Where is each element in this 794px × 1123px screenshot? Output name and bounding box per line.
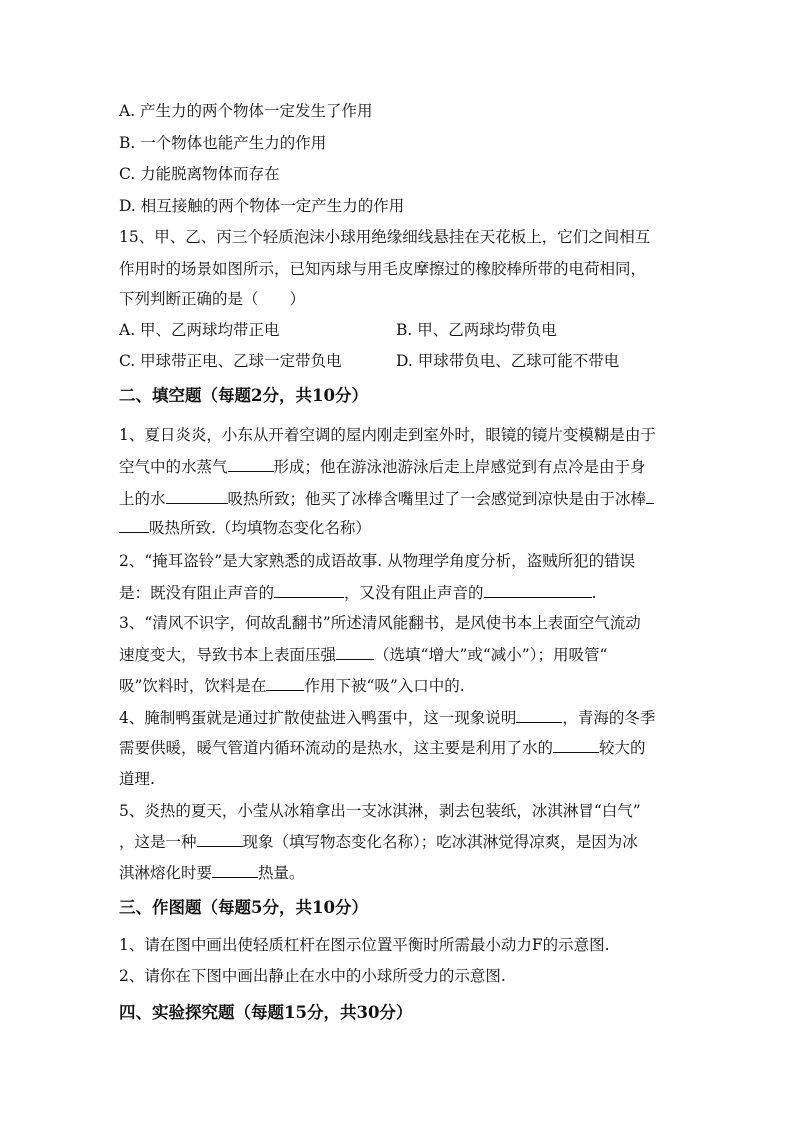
- s2-q1-line4: [119, 518, 371, 538]
- answer-blank: [212, 863, 258, 878]
- s2-q2-text: .: [591, 584, 597, 602]
- answer-blank: [228, 457, 274, 472]
- s2-q2-text: 是：既没有阻止声音的: [119, 584, 275, 602]
- s2-q1-line2: [119, 457, 646, 477]
- answer-blank: [266, 676, 304, 691]
- s2-q3-line3: [119, 676, 465, 696]
- s2-q1-text: 吸热所致；他买了冰棒含嘴里过了一会感觉到凉快是由于冰棒: [227, 490, 647, 508]
- s2-q3-line2: [119, 645, 607, 665]
- s2-q1-text: 空气中的水蒸气: [119, 458, 228, 476]
- s2-q4-text: 4、腌制鸭蛋就是通过扩散使盐进入鸭蛋中，这一现象说明: [119, 709, 517, 727]
- answer-blank: [336, 645, 374, 660]
- s2-q1-text: 吸热所致.（均填物态变化名称）: [149, 519, 371, 537]
- s2-q1-text: 上的水: [119, 490, 166, 508]
- answer-blank: [166, 489, 228, 504]
- s2-q4-line3: 道理.: [119, 770, 155, 788]
- q14-option-c: C. 力能脱离物体而存在: [119, 165, 280, 183]
- q14-option-b: B. 一个物体也能产生力的作用: [119, 134, 327, 152]
- s2-q3-text: 速度变大，导致书本上表面压强: [119, 646, 337, 664]
- s2-q4-line2: [119, 738, 646, 758]
- section2-title: 二、填空题（每题2分，共10分）: [119, 386, 368, 405]
- s3-q2: 2、请你在下图中画出静止在水中的小球所受力的示意图.: [119, 967, 506, 985]
- answer-blank: [119, 518, 149, 533]
- s2-q4-text: 较大的: [599, 739, 646, 757]
- s2-q4-text: ，青海的冬季: [562, 709, 656, 727]
- answer-blank: [484, 583, 592, 598]
- q15-stem-line3: 下列判断正确的是（ ）: [119, 290, 306, 308]
- q14-option-d: D. 相互接触的两个物体一定产生力的作用: [119, 197, 405, 215]
- q15-option-a: A. 甲、乙两球均带正电: [119, 321, 280, 339]
- s2-q5-text: ，这是一种: [119, 833, 197, 851]
- s2-q5-line3: [119, 863, 305, 883]
- q15-option-b: B. 甲、乙两球均带负电: [396, 321, 557, 339]
- s2-q4-text: 需要供暖，暖气管道内循环流动的是热水，这主要是利用了水的: [119, 739, 554, 757]
- q15-stem-line1: 15、甲、乙、丙三个轻质泡沫小球用绝缘细线悬挂在天花板上，它们之间相互: [119, 228, 651, 246]
- s2-q3-line1: 3、“清风不识字，何故乱翻书”所述清风能翻书，是风使书本上表面空气流动: [119, 614, 641, 632]
- section3-title: 三、作图题（每题5分，共10分）: [119, 898, 368, 917]
- answer-blank: [274, 583, 344, 598]
- s2-q5-text: 热量。: [258, 864, 305, 882]
- s2-q1-text: 形成；他在游泳池游泳后走上岸感觉到有点冷是由于身: [273, 458, 646, 476]
- s2-q3-text: （选填“增大”或“减小”）；用吸管“: [374, 646, 608, 664]
- q15-stem-line2: 作用时的场景如图所示，已知丙球与用毛皮摩擦过的橡胶棒所带的电荷相同，: [119, 260, 647, 278]
- answer-blank: [197, 832, 243, 847]
- q14-option-a: A. 产生力的两个物体一定发生了作用: [119, 102, 373, 120]
- s2-q2-line2: [119, 583, 596, 603]
- s2-q3-text: 作用下被“吸”入口中的.: [304, 677, 465, 695]
- answer-blank: [646, 489, 654, 504]
- s2-q5-line1: 5、炎热的夏天，小莹从冰箱拿出一支冰淇淋，剥去包装纸，冰淇淋冒“白气”: [119, 802, 641, 820]
- q15-option-c: C. 甲球带正电、乙球一定带负电: [119, 352, 342, 370]
- answer-blank: [516, 708, 562, 723]
- s2-q5-text: 现象（填写物态变化名称）；吃冰淇淋觉得凉爽，是因为冰: [242, 833, 638, 851]
- q15-options-row1: [119, 320, 557, 340]
- s2-q1-line3: [119, 489, 654, 509]
- s3-q1: 1、请在图中画出使轻质杠杆在图示位置平衡时所需最小动力F的示意图.: [119, 936, 610, 954]
- s2-q1-line1: 1、夏日炎炎，小东从开着空调的屋内刚走到室外时，眼镜的镜片变模糊是由于: [119, 426, 656, 444]
- answer-blank: [553, 738, 599, 753]
- q15-options-row2: [119, 351, 620, 371]
- s2-q5-text: 淇淋熔化时要: [119, 864, 213, 882]
- q15-option-d: D. 甲球带负电、乙球可能不带电: [396, 352, 620, 370]
- section4-title: 四、实验探究题（每题15分，共30分）: [119, 1003, 413, 1022]
- s2-q2-text: ，又没有阻止声音的: [344, 584, 484, 602]
- s2-q5-line2: [119, 832, 638, 852]
- s2-q4-line1: [119, 708, 655, 728]
- s2-q2-line1: 2、“掩耳盗铃”是大家熟悉的成语故事. 从物理学角度分析，盗贼所犯的错误: [119, 552, 636, 570]
- s2-q3-text: 吸”饮料时，饮料是在: [119, 677, 267, 695]
